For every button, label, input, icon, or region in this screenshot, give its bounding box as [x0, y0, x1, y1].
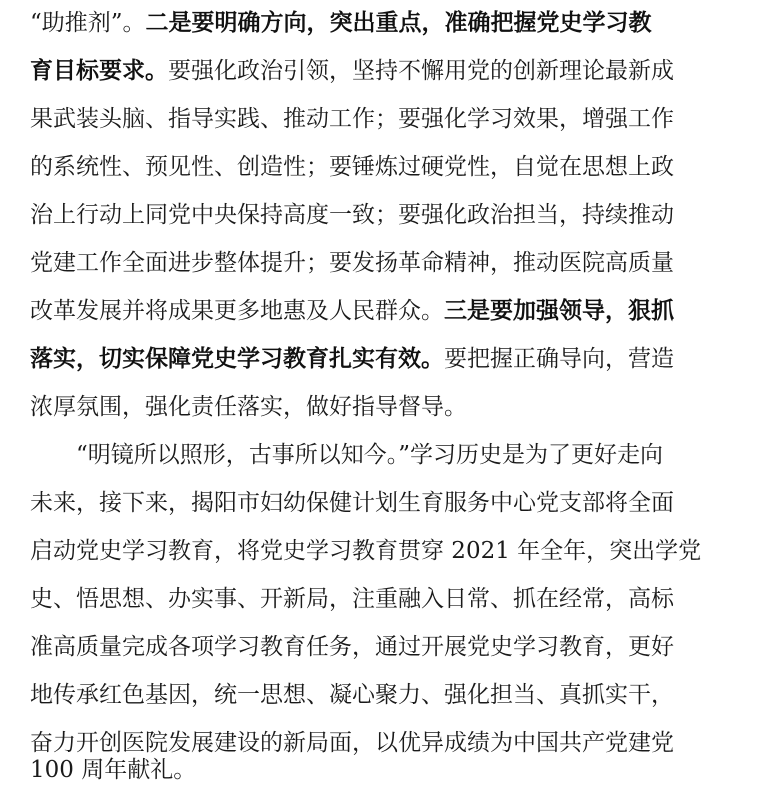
text-line — [30, 339, 674, 379]
text-line — [30, 750, 196, 790]
text-line — [30, 243, 674, 283]
text-run: 果武装头脑、指导实践、推动工作；要强化学习效果，增强工作 — [30, 106, 674, 132]
text-run: 要把握正确导向，营造 — [444, 346, 674, 372]
text-run: 奋力开创医院发展建设的新局面，以优异成绩为中国共产党建党 — [30, 730, 674, 756]
text-line — [30, 147, 674, 187]
text-run: 启动党史学习教育，将党史学习教育贯穿 2021 年全年，突出学党 — [30, 538, 702, 564]
text-run: 浓厚氛围，强化责任落实，做好指导督导。 — [30, 394, 467, 420]
text-run: 改革发展并将成果更多地惠及人民群众。 — [30, 298, 444, 324]
text-line — [76, 435, 663, 475]
text-line — [30, 627, 674, 667]
text-run: 要强化政治引领，坚持不懈用党的创新理论最新成 — [168, 58, 674, 84]
text-line — [30, 483, 674, 523]
text-line — [30, 387, 467, 427]
text-line — [30, 3, 652, 43]
text-run: “明镜所以照形，古事所以知今。”学习历史是为了更好走向 — [76, 442, 664, 468]
text-run: “助推剂”。 — [30, 10, 146, 36]
text-line — [30, 579, 674, 619]
text-run: 100 周年献礼。 — [30, 757, 197, 783]
text-run-bold: 三是要加强领导，狠抓 — [444, 297, 674, 324]
text-run: 党建工作全面进步整体提升；要发扬革命精神，推动医院高质量 — [30, 250, 674, 276]
text-line — [30, 51, 674, 91]
text-run: 治上行动上同党中央保持高度一致；要强化政治担当，持续推动 — [30, 202, 674, 228]
text-line — [30, 195, 674, 235]
text-line — [30, 531, 701, 571]
text-line — [30, 99, 674, 139]
text-run-bold: 育目标要求。 — [30, 57, 168, 84]
text-run: 地传承红色基因，统一思想、凝心聚力、强化担当、真抓实干， — [30, 682, 674, 708]
text-run: 史、悟思想、办实事、开新局，注重融入日常、抓在经常，高标 — [30, 586, 674, 612]
text-line — [30, 675, 674, 715]
text-run: 的系统性、预见性、创造性；要锤炼过硬党性，自觉在思想上政 — [30, 154, 674, 180]
text-line — [30, 291, 674, 331]
text-run: 准高质量完成各项学习教育任务，通过开展党史学习教育，更好 — [30, 634, 674, 660]
text-run-bold: 二是要明确方向，突出重点，准确把握党史学习教 — [145, 9, 652, 36]
text-run: 未来，接下来，揭阳市妇幼保健计划生育服务中心党支部将全面 — [30, 490, 674, 516]
text-run-bold: 落实，切实保障党史学习教育扎实有效。 — [30, 345, 444, 372]
